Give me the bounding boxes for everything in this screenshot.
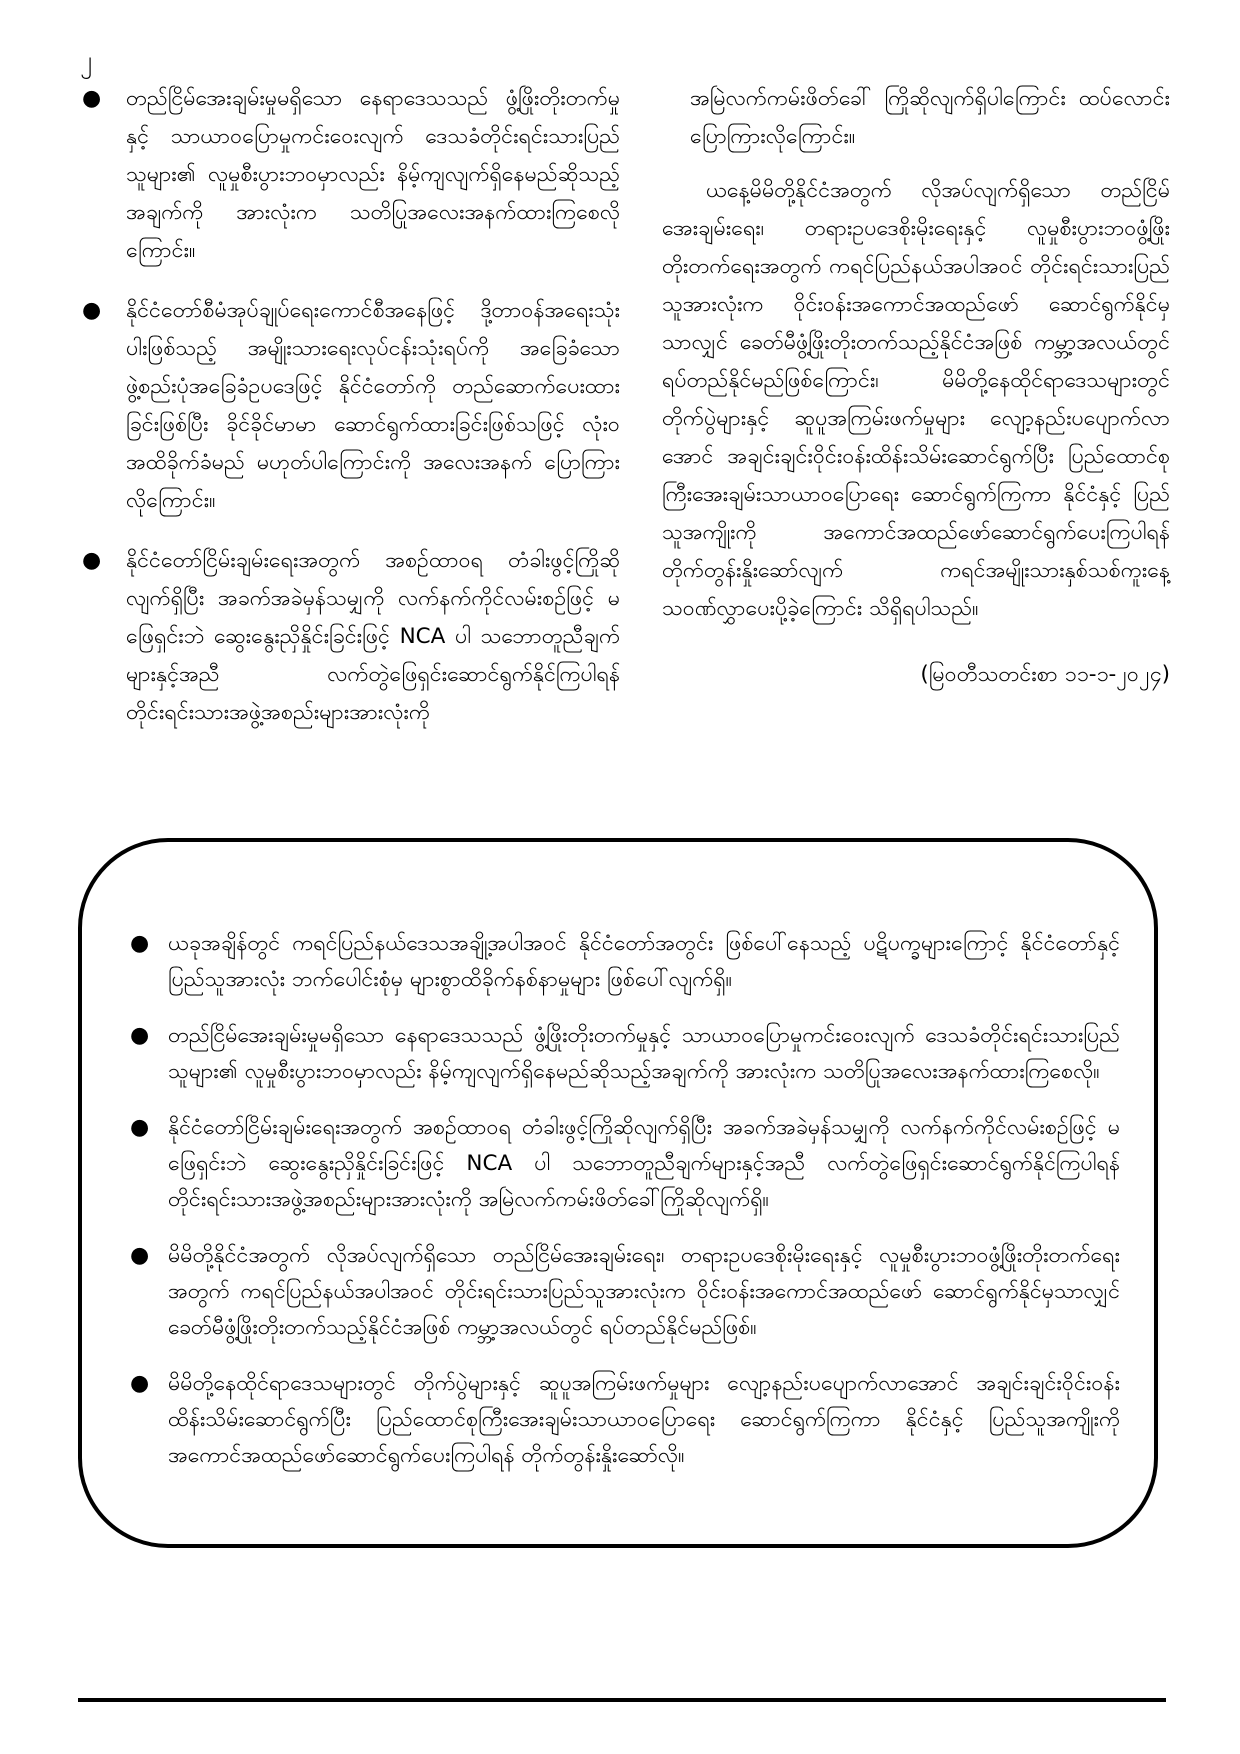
summary-bullet-list [130, 926, 1120, 1494]
left-bullet-list [82, 80, 620, 732]
bullet-icon: ● [130, 1243, 150, 1268]
bullet-text: မိမိတို့နေထိုင်ရာဒေသများတွင် တိုက်ပွဲများနှင့် ဆူပူအကြမ်းဖက်မှုများ လျော့နည်းပပျောက်လာအောင် အချင်းချင်းဝိုင်းဝန်းထိန်းသိမ်းဆောင်ရွက်ပြီး ပြည်ထောင်စုကြီးအေးချမ်းသာယာဝပြောရေး ဆောင်ရွက်ကြကာ နိုင်ငံနှင့် ပြည်သူအကျိုးကို အကောင်အထည်ဖော်ဆောင်ရွက်ပေးကြပါရန် တိုက်တွန်းနှိုးဆော်လို။ [168, 1371, 1120, 1468]
list-item [130, 926, 1120, 998]
continuation-text: အမြဲလက်ကမ်းဖိတ်ခေါ် ကြိုဆိုလျက်ရှိပါကြောင်း ထပ်လောင်းပြောကြားလိုကြောင်း။ [690, 86, 1170, 149]
bullet-text: နိုင်ငံတော်ငြိမ်းချမ်းရေးအတွက် အစဉ်ထာဝရ တံခါးဖွင့်ကြိုဆိုလျက်ရှိပြီး အခက်အခဲမှန်သမျှကို လက်နက်ကိုင်လမ်းစဉ်ဖြင့် မဖြေရှင်းဘဲ ဆွေးနွေးညှိနှိုင်းခြင်းဖြင့် NCA ပါ သဘောတူညီချက်များနှင့်အညီ လက်တွဲဖြေရှင်းဆောင်ရွက်နိုင်ကြပါရန် တိုင်းရင်းသားအဖွဲ့အစည်းများအားလုံးကို အမြဲလက်ကမ်းဖိတ်ခေါ်ကြိုဆိုလျက်ရှိ။ [168, 1115, 1120, 1212]
bullet-icon: ● [130, 931, 150, 956]
bullet-text: နိုင်ငံတော်ငြိမ်းချမ်းရေးအတွက် အစဉ်ထာဝရ တံခါးဖွင့်ကြိုဆိုလျက်ရှိပြီး အခက်အခဲမှန်သမျှကို လက်နက်ကိုင်လမ်းစဉ်ဖြင့် မဖြေရှင်းဘဲ ဆွေးနွေးညှိနှိုင်းခြင်းဖြင့် NCA ပါ သဘောတူညီချက်များနှင့်အညီ လက်တွဲဖြေရှင်းဆောင်ရွက်နိုင်ကြပါရန် တိုင်းရင်းသားအဖွဲ့အစည်းများအားလုံးကို [126, 548, 620, 725]
list-item [130, 1238, 1120, 1346]
source-citation: (မြဝတီသတင်းစာ ၁၁-၁-၂၀၂၄) [920, 662, 1170, 687]
list-item [82, 80, 620, 270]
list-item [82, 292, 620, 520]
bullet-text: မိမိတို့နိုင်ငံအတွက် လိုအပ်လျက်ရှိသော တည်ငြိမ်အေးချမ်းရေး၊ တရားဥပဒေစိုးမိုးရေးနှင့် လူမှုစီးပွားဘဝဖွံ့ဖြိုးတိုးတက်ရေးအတွက် ကရင်ပြည်နယ်အပါအဝင် တိုင်းရင်းသားပြည်သူအားလုံးက ဝိုင်းဝန်းအကောင်အထည်ဖော် ဆောင်ရွက်နိုင်မှသာလျှင် ခေတ်မီဖွံ့ဖြိုးတိုးတက်သည့်နိုင်ငံအဖြစ် ကမ္ဘာ့အလယ်တွင် ရပ်တည်နိုင်မည်ဖြစ်။ [168, 1243, 1120, 1340]
bullet-icon: ● [82, 548, 102, 573]
bullet-text: တည်ငြိမ်အေးချမ်းမှုမရှိသော နေရာဒေသသည် ဖွံ့ဖြိုးတိုးတက်မှုနှင့် သာယာဝပြောမှုကင်းဝေးလျက် ဒေသခံတိုင်းရင်းသားပြည်သူများ၏ လူမှုစီးပွားဘဝမှာလည်း နိမ့်ကျလျက်ရှိနေမည်ဆိုသည့်အချက်ကို အားလုံးက သတိပြုအလေးအနက်ထားကြစေလို။ [168, 1023, 1120, 1084]
bullet-text: တည်ငြိမ်အေးချမ်းမှုမရှိသော နေရာဒေသသည် ဖွံ့ဖြိုးတိုးတက်မှုနှင့် သာယာဝပြောမှုကင်းဝေးလျက် ဒေသခံတိုင်းရင်းသားပြည်သူများ၏ လူမှုစီးပွားဘဝမှာလည်း နိမ့်ကျလျက်ရှိနေမည်ဆိုသည့်အချက်ကို အားလုံးက သတိပြုအလေးအနက်ထားကြစေလိုကြောင်း။ [126, 86, 620, 263]
bullet-icon: ● [82, 86, 102, 111]
list-item [130, 1366, 1120, 1474]
right-column [662, 80, 1170, 694]
page-number: ၂ [80, 46, 92, 74]
body-paragraph: ယနေ့မိမိတို့နိုင်ငံအတွက် လိုအပ်လျက်ရှိသော တည်ငြိမ်အေးချမ်းရေး၊ တရားဥပဒေစိုးမိုးရေးနှင့် လူမှုစီးပွားဘဝဖွံ့ဖြိုးတိုးတက်ရေးအတွက် ကရင်ပြည်နယ်အပါအဝင် တိုင်းရင်းသားပြည်သူအားလုံးက ဝိုင်းဝန်းအကောင်အထည်ဖော် ဆောင်ရွက်နိုင်မှသာလျှင် ခေတ်မီဖွံ့ဖြိုးတိုးတက်သည့်နိုင်ငံအဖြစ် ကမ္ဘာ့အလယ်တွင် ရပ်တည်နိုင်မည်ဖြစ်ကြောင်း၊ မိမိတို့နေထိုင်ရာဒေသများတွင် တိုက်ပွဲများနှင့် ဆူပူအကြမ်းဖက်မှုများ လျော့နည်းပပျောက်လာအောင် အချင်းချင်းဝိုင်းဝန်းထိန်းသိမ်းဆောင်ရွက်ပြီး ပြည်ထောင်စုကြီးအေးချမ်းသာယာဝပြောရေး ဆောင်ရွက်ကြကာ နိုင်ငံနှင့် ပြည်သူအကျိုးကို အကောင်အထည်ဖော်ဆောင်ရွက်ပေးကြပါရန် တိုက်တွန်းနှိုးဆော်လျက် ကရင်အမျိုးသားနှစ်သစ်ကူးနေ့ သဝဏ်လွှာပေးပို့ခဲ့ကြောင်း သိရှိရပါသည်။ [662, 178, 1170, 621]
bullet-icon: ● [130, 1115, 150, 1140]
bullet-icon: ● [130, 1371, 150, 1396]
list-item [130, 1110, 1120, 1218]
bullet-text: ယခုအချိန်တွင် ကရင်ပြည်နယ်ဒေသအချို့အပါအဝင် နိုင်ငံတော်အတွင်း ဖြစ်ပေါ်နေသည့် ပဋိပက္ခများကြောင့် နိုင်ငံတော်နှင့် ပြည်သူအားလုံး ဘက်ပေါင်းစုံမှ များစွာထိခိုက်နစ်နာမှုများ ဖြစ်ပေါ်လျက်ရှိ။ [168, 931, 1120, 992]
left-column [82, 80, 620, 754]
bullet-icon: ● [82, 298, 102, 323]
bullet-icon: ● [130, 1023, 150, 1048]
footer-divider [78, 1698, 1166, 1702]
summary-box [78, 838, 1158, 1548]
bullet-text: နိုင်ငံတော်စီမံအုပ်ချုပ်ရေးကောင်စီအနေဖြင့် ဒို့တာဝန်အရေးသုံးပါးဖြစ်သည့် အမျိုးသားရေးလုပ်ငန်းသုံးရပ်ကို အခြေခံသော ဖွဲ့စည်းပုံအခြေခံဥပဒေဖြင့် နိုင်ငံတော်ကို တည်ဆောက်ပေးထားခြင်းဖြစ်ပြီး ခိုင်ခိုင်မာမာ ဆောင်ရွက်ထားခြင်းဖြစ်သဖြင့် လုံးဝအထိခိုက်ခံမည် မဟုတ်ပါကြောင်းကို အလေးအနက် ပြောကြားလိုကြောင်း။ [126, 298, 620, 513]
list-item [82, 542, 620, 732]
list-item [130, 1018, 1120, 1090]
